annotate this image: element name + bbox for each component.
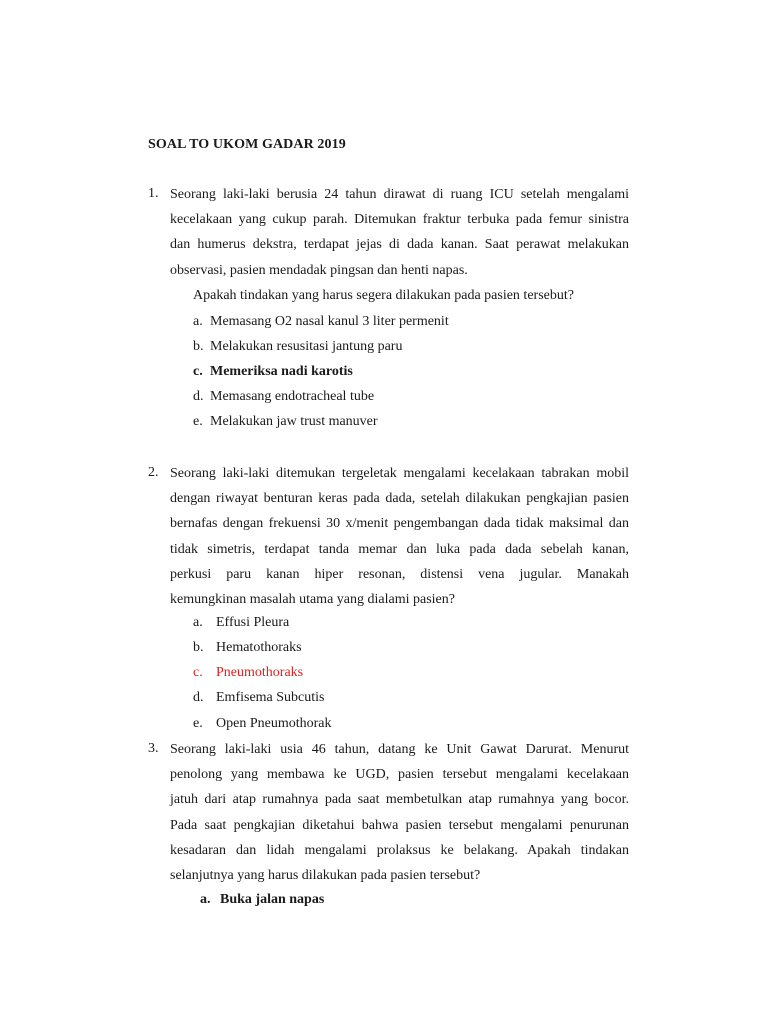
- question-1-option-e: [193, 414, 378, 430]
- question-2-option-c-answer: [193, 665, 303, 681]
- option-letter: d.: [193, 389, 204, 404]
- option-letter: b.: [193, 640, 204, 655]
- question-1-line: Seorang laki-laki berusia 24 tahun dirawat di ruang ICU setelah mengalami: [170, 187, 629, 202]
- option-letter: c.: [193, 364, 203, 379]
- option-text: Pneumothoraks: [216, 665, 304, 680]
- option-letter: a.: [193, 615, 203, 630]
- question-1-line: observasi, pasien mendadak pingsan dan henti napas.: [170, 262, 468, 278]
- question-3-line: selanjutnya yang harus dilakukan pada pasien tersebut?: [170, 867, 481, 883]
- question-2-line: bernafas dengan frekuensi 30 x/menit pengembangan dada tidak maksimal dan: [170, 516, 629, 532]
- document-title: SOAL TO UKOM GADAR 2019: [148, 137, 346, 152]
- question-3-line: Seorang laki-laki usia 46 tahun, datang ke Unit Gawat Darurat. Menurut: [170, 742, 629, 757]
- question-2-line: Seorang laki-laki ditemukan tergeletak mengalami kecelakaan tabrakan mobil: [170, 466, 629, 481]
- option-letter: a.: [193, 314, 203, 329]
- question-1-option-c-answer: [193, 364, 353, 380]
- question-3-text: [170, 737, 629, 888]
- question-2-line: perkusi paru kanan hiper resonan, distensi vena jugular. Manakah: [170, 566, 629, 582]
- option-letter: e.: [193, 716, 203, 731]
- question-3-option-a-answer: [200, 892, 324, 908]
- question-3-number: 3.: [148, 741, 159, 756]
- option-letter: e.: [193, 414, 203, 429]
- option-text: Open Pneumothorak: [216, 716, 332, 731]
- question-1-option-a: [193, 314, 449, 330]
- question-2-number: 2.: [148, 465, 159, 480]
- question-2-option-b: [193, 640, 302, 656]
- question-1-option-d: [193, 389, 374, 405]
- question-2-option-e: [193, 716, 331, 732]
- question-1-text: [170, 182, 629, 283]
- question-2-line: dengan riwayat benturan keras pada dada, setelah dilakukan pengkajian pasien: [170, 491, 629, 507]
- question-2-option-d: [193, 690, 325, 706]
- option-text: Melakukan resusitasi jantung paru: [210, 339, 403, 354]
- option-text: Memeriksa nadi karotis: [210, 364, 353, 379]
- option-text: Memasang O2 nasal kanul 3 liter permenit: [210, 314, 449, 329]
- option-letter: b.: [193, 339, 204, 354]
- question-1-line: dan humerus dekstra, terdapat jejas di dada kanan. Saat perawat melakukan: [170, 237, 629, 253]
- option-letter: d.: [193, 690, 204, 705]
- question-1-number: 1.: [148, 186, 159, 201]
- question-1-option-b: [193, 339, 402, 355]
- question-1-prompt: Apakah tindakan yang harus segera dilakukan pada pasien tersebut?: [193, 288, 574, 303]
- question-2-text: [170, 461, 629, 612]
- option-text: Effusi Pleura: [216, 615, 290, 630]
- option-text: Melakukan jaw trust manuver: [210, 414, 378, 429]
- option-letter: a.: [200, 892, 211, 907]
- question-2-option-a: [193, 615, 289, 631]
- option-text: Buka jalan napas: [220, 892, 325, 907]
- option-letter: c.: [193, 665, 203, 680]
- option-text: Memasang endotracheal tube: [210, 389, 375, 404]
- question-3-line: jatuh dari atap rumahnya pada saat membetulkan atap rumahnya yang bocor.: [170, 792, 629, 808]
- question-3-line: Pada saat pengkajian diketahui bahwa pasien tersebut mengalami penurunan: [170, 817, 629, 833]
- question-2-line: tidak simetris, terdapat tanda memar dan luka pada dada sebelah kanan,: [170, 541, 629, 557]
- question-2-line: kemungkinan masalah utama yang dialami pasien?: [170, 591, 455, 607]
- question-3-line: penolong yang membawa ke UGD, pasien tersebut mengalami kecelakaan: [170, 767, 629, 783]
- option-text: Emfisema Subcutis: [216, 690, 325, 705]
- question-3-line: kesadaran dan lidah mengalami prolaksus ke belakang. Apakah tindakan: [170, 842, 629, 858]
- question-1-line: kecelakaan yang cukup parah. Ditemukan fraktur terbuka pada femur sinistra: [170, 212, 629, 228]
- option-text: Hematothoraks: [216, 640, 302, 655]
